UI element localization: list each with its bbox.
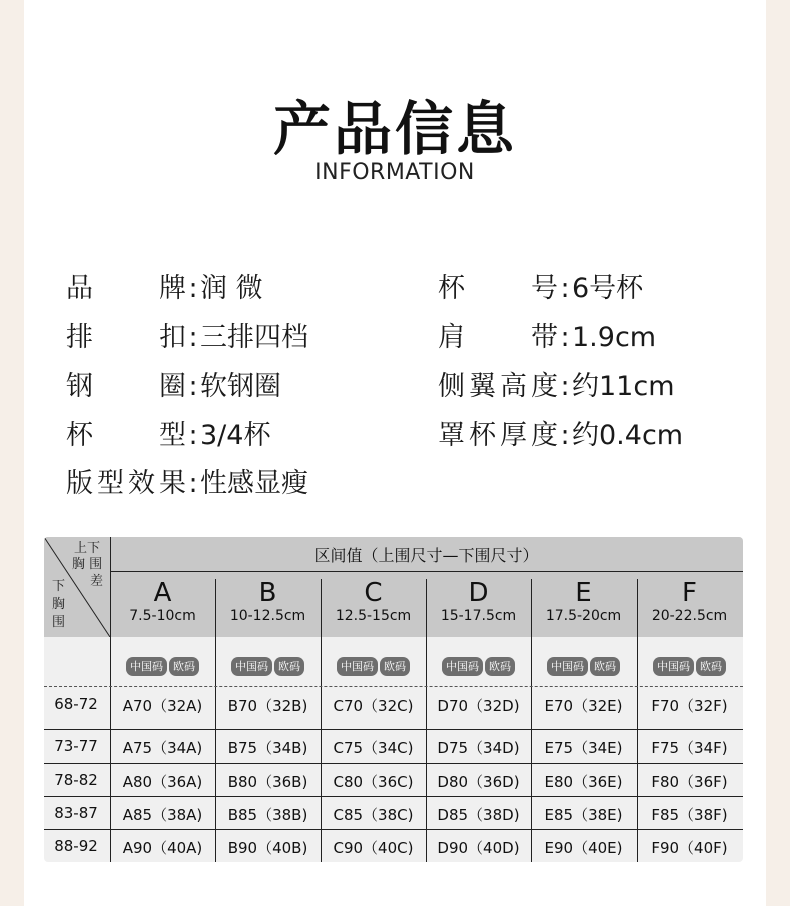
- cup-header: [215, 579, 320, 637]
- size-cell: A70（32A): [122, 697, 203, 715]
- size-cell: B80（36B): [227, 772, 308, 791]
- info-colon: :: [188, 468, 198, 499]
- size-cell: A80（36A): [122, 772, 203, 791]
- page-subtitle: INFORMATION: [315, 160, 475, 185]
- info-label: 钢圈: [66, 371, 186, 402]
- size-cell: A85（38A): [122, 805, 203, 824]
- corner-bottom-line-1: 下: [52, 579, 66, 594]
- badge-eu-size: 欧码: [696, 657, 726, 676]
- cup-letter: C: [364, 578, 383, 608]
- size-cell: E80（36E): [544, 772, 623, 791]
- badge-china-size: 中国码: [231, 657, 272, 676]
- cup-header: [321, 579, 426, 637]
- cup-header: [110, 579, 215, 637]
- info-row-right: [438, 266, 643, 305]
- size-cell: F80（36F): [651, 772, 728, 791]
- badge-eu-size: 欧码: [380, 657, 410, 676]
- badge-eu-size: 欧码: [485, 657, 515, 676]
- info-label: 版型效果: [66, 468, 186, 499]
- size-cell: D70（32D): [437, 697, 520, 715]
- info-row-left: [66, 364, 281, 403]
- info-label: 杯号: [438, 273, 558, 304]
- badge-china-size: 中国码: [653, 657, 694, 676]
- info-value: 约11cm: [572, 371, 675, 402]
- cup-header: [531, 579, 636, 637]
- info-row-left: [66, 461, 308, 500]
- info-label: 肩带: [438, 322, 558, 353]
- info-row-right: [438, 315, 656, 354]
- size-table: [44, 537, 743, 862]
- size-badges: [215, 655, 320, 677]
- header-divider: [110, 571, 743, 572]
- cup-range: 15-17.5cm: [440, 608, 517, 624]
- range-title: 区间值（上围尺寸—下围尺寸）: [314, 546, 539, 565]
- size-cell: F75（34F): [651, 739, 728, 757]
- cup-range: 17.5-20cm: [545, 608, 622, 624]
- size-cell: F85（38F): [651, 805, 728, 824]
- size-cell: C80（36C): [333, 772, 414, 791]
- cup-letter: F: [682, 578, 697, 608]
- info-row-right: [438, 364, 675, 403]
- size-cell: B75（34B): [227, 739, 308, 757]
- band-size: 83-87: [54, 803, 98, 822]
- info-value: 润 微: [200, 273, 263, 304]
- info-row-right: [438, 413, 683, 452]
- table-corner: [44, 537, 110, 637]
- cup-letter: B: [258, 578, 277, 608]
- info-value: 性感显瘦: [200, 468, 308, 499]
- size-cell: A75（34A): [122, 739, 203, 757]
- info-label: 杯型: [66, 420, 186, 451]
- size-cell: E75（34E): [544, 739, 623, 757]
- size-cell: D80（36D): [437, 772, 520, 791]
- size-cell: D85（38D): [437, 805, 520, 824]
- badge-china-size: 中国码: [442, 657, 483, 676]
- row-divider: [44, 796, 743, 797]
- info-colon: :: [188, 371, 198, 402]
- cup-range: 10-12.5cm: [229, 608, 306, 624]
- info-value: 6号杯: [572, 273, 644, 304]
- size-cell: E85（38E): [544, 805, 623, 824]
- info-value: 三排四档: [200, 322, 308, 353]
- size-badges: [531, 655, 636, 677]
- size-badges: [321, 655, 426, 677]
- size-cell: C75（34C): [333, 739, 414, 757]
- size-badges: [110, 655, 215, 677]
- info-row-left: [66, 413, 270, 452]
- info-value: 约0.4cm: [572, 420, 684, 451]
- row-divider: [44, 729, 743, 730]
- info-colon: :: [560, 420, 570, 451]
- cup-letter: D: [468, 578, 489, 608]
- info-row-left: [66, 266, 263, 305]
- size-badges: [426, 655, 531, 677]
- size-cell: C70（32C): [333, 697, 414, 715]
- badge-eu-size: 欧码: [274, 657, 304, 676]
- info-colon: :: [188, 273, 198, 304]
- band-size: 78-82: [54, 770, 98, 789]
- band-size: 88-92: [54, 836, 98, 855]
- page-title: 产品信息: [272, 95, 517, 163]
- size-cell: D75（34D): [437, 739, 520, 757]
- badge-divider: [44, 686, 743, 687]
- cup-range: 20-22.5cm: [651, 608, 728, 624]
- info-colon: :: [188, 322, 198, 353]
- info-value: 3/4杯: [200, 420, 271, 451]
- size-cell: E70（32E): [544, 697, 623, 715]
- cup-range: 7.5-10cm: [129, 608, 196, 624]
- info-colon: :: [560, 273, 570, 304]
- badge-eu-size: 欧码: [169, 657, 199, 676]
- size-cell: E90（40E): [544, 838, 623, 857]
- size-cell: B90（40B): [227, 838, 308, 857]
- cup-header: [637, 579, 742, 637]
- badge-eu-size: 欧码: [590, 657, 620, 676]
- corner-top-line-1: 上下: [74, 541, 101, 556]
- band-size: 73-77: [54, 737, 98, 755]
- corner-bottom-line-3: 围: [52, 615, 66, 630]
- info-colon: :: [560, 322, 570, 353]
- info-label: 品牌: [66, 273, 186, 304]
- size-cell: F90（40F): [651, 838, 728, 857]
- cup-range: 12.5-15cm: [335, 608, 412, 624]
- size-cell: C90（40C): [333, 838, 414, 857]
- size-cell: B85（38B): [227, 805, 308, 824]
- cup-letter: E: [575, 578, 592, 608]
- cup-header: [426, 579, 531, 637]
- info-label: 侧翼高度: [438, 371, 558, 402]
- row-divider: [44, 829, 743, 830]
- badge-china-size: 中国码: [337, 657, 378, 676]
- size-cell: B70（32B): [227, 697, 308, 715]
- size-cell: F70（32F): [651, 697, 728, 715]
- corner-bottom-line-2: 胸: [52, 597, 66, 612]
- badge-china-size: 中国码: [547, 657, 588, 676]
- badge-china-size: 中国码: [126, 657, 167, 676]
- size-cell: D90（40D): [437, 838, 520, 857]
- size-badges: [637, 655, 742, 677]
- size-cell: C85（38C): [333, 805, 414, 824]
- info-label: 排扣: [66, 322, 186, 353]
- info-colon: :: [560, 371, 570, 402]
- info-row-left: [66, 315, 308, 354]
- row-divider: [44, 763, 743, 764]
- corner-top-line-2: 胸 围: [72, 557, 103, 572]
- info-value: 软钢圈: [200, 371, 281, 402]
- corner-top-line-3: 差: [90, 574, 104, 589]
- cup-letter: A: [153, 578, 172, 608]
- band-size: 68-72: [54, 695, 98, 713]
- size-cell: A90（40A): [122, 838, 203, 857]
- info-colon: :: [188, 420, 198, 451]
- info-label: 罩杯厚度: [438, 420, 558, 451]
- info-value: 1.9cm: [572, 322, 657, 353]
